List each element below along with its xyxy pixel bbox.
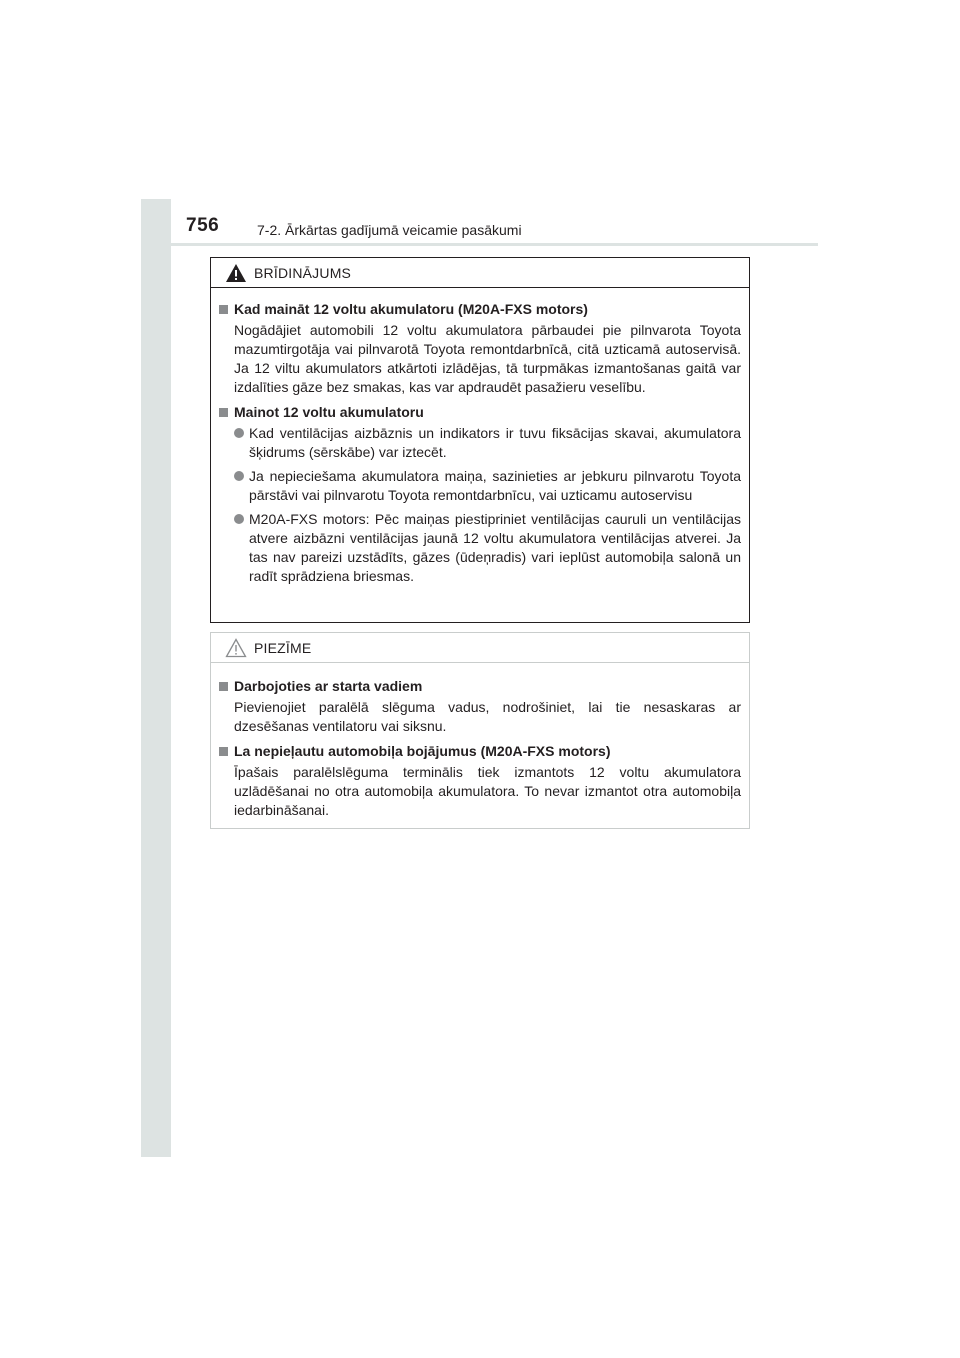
warning-bullet-item	[217, 424, 741, 462]
note-box-title: PIEZĪME	[254, 640, 312, 656]
note-heading-jumper-cables	[217, 677, 741, 696]
gray-square-icon	[219, 682, 228, 691]
warning-box-body	[211, 288, 749, 586]
warning-box	[210, 257, 750, 623]
gray-square-icon	[219, 747, 228, 756]
bullet-text: M20A-FXS motors: Pēc maiņas piestipriniet ventilācijas cauruli un ventilācijas atvere aizbāzni ventilācijas jaunā 12 voltu akumulatora ventilācijas atverei. Ja tas nav pareizi uzstādīts, gāzes (ūdeņradis) vari ieplūst automobiļa salonā un radīt sprādziena briesmas.	[249, 511, 741, 584]
warning-box-header	[211, 258, 749, 288]
gray-square-icon	[219, 305, 228, 314]
heading-text: Mainot 12 voltu akumulatoru	[234, 404, 424, 420]
note-box-header	[211, 633, 749, 663]
heading-text: La nepieļautu automobiļa bojājumus (M20A-FXS motors)	[234, 743, 611, 759]
note-heading-prevent-damage	[217, 742, 741, 761]
warning-heading-when-changing	[217, 403, 741, 422]
bullet-text: Ja nepieciešama akumulatora maiņa, sazinieties ar jebkuru pilnvarotu Toyota pārstāvi vai pilnvarotu Toyota remontdarbnīcu, vai uzticamu autoservisu	[249, 468, 741, 503]
warning-box-title: BRĪDINĀJUMS	[254, 265, 352, 281]
side-tab-strip	[141, 199, 171, 1157]
header-rule	[141, 243, 818, 246]
bullet-text: Kad ventilācijas aizbāznis un indikators ir tuvu fiksācijas skavai, akumulatora šķidrums (sērskābe) var iztecēt.	[249, 425, 741, 460]
warning-paragraph: Nogādājiet automobili 12 voltu akumulatora pārbaudei pie pilnvarota Toyota mazumtirgotāja vai pilnvarotā Toyota remontdarbnīcā, citā uzticamā autoservisā. Ja 12 viltu akumulators atkārtoti izlādējas, tā turpmākas izmantošanas gaitā var izdalīties gāze bez smakas, kas var apdraudēt pasažieru veselību.	[234, 322, 741, 395]
note-box-body	[211, 663, 749, 820]
gray-circle-icon	[234, 428, 244, 438]
heading-text: Darbojoties ar starta vadiem	[234, 678, 423, 694]
heading-text: Kad maināt 12 voltu akumulatoru (M20A-FXS motors)	[234, 301, 588, 317]
warning-triangle-filled-icon	[225, 263, 247, 283]
warning-bullet-item	[217, 467, 741, 505]
note-box	[210, 632, 750, 829]
warning-heading-replacing-battery	[217, 300, 741, 319]
note-paragraph: Īpašais paralēlslēguma terminālis tiek izmantots 12 voltu akumulatora uzlādēšanai no otra automobiļa akumulatora. To nevar izmantot otra automobiļa iedarbināšanai.	[234, 764, 741, 818]
section-title: 7-2. Ārkārtas gadījumā veicamie pasākumi	[257, 222, 522, 238]
warning-bullet-item	[217, 510, 741, 586]
warning-triangle-outline-icon	[225, 638, 247, 658]
page-number: 756	[186, 215, 220, 236]
gray-square-icon	[219, 408, 228, 417]
gray-circle-icon	[234, 471, 244, 481]
gray-circle-icon	[234, 514, 244, 524]
note-paragraph: Pievienojiet paralēlā slēguma vadus, nodrošiniet, lai tie nesaskaras ar dzesēšanas ventilatoru vai siksnu.	[234, 699, 741, 734]
